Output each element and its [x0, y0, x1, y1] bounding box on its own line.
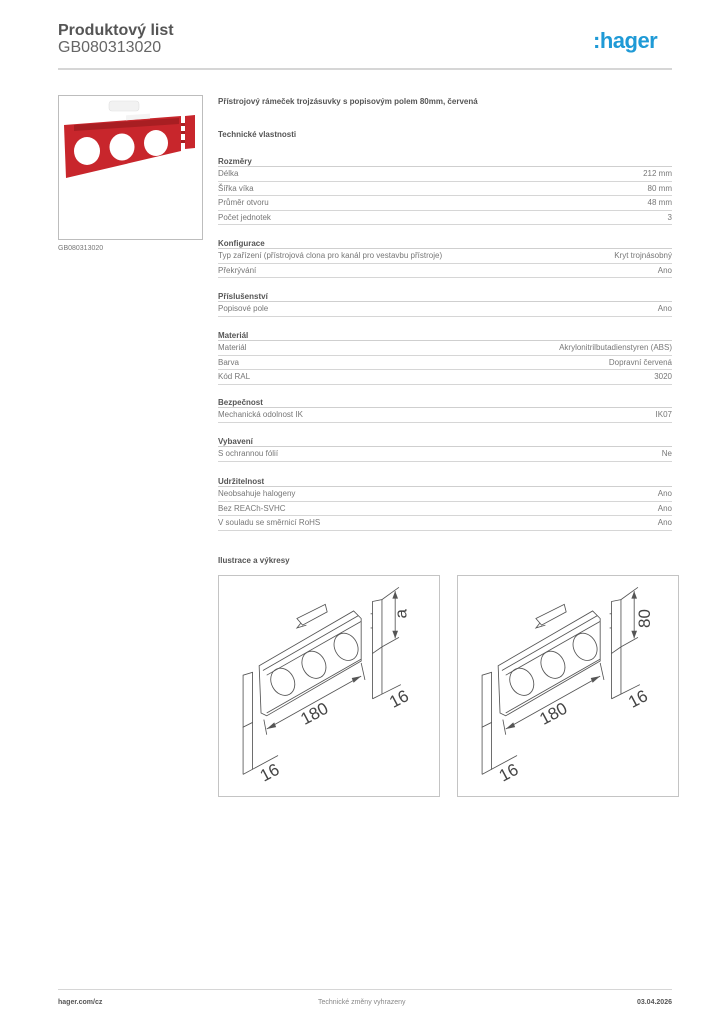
- technical-properties-heading: Technické vlastnosti: [218, 130, 297, 139]
- spec-row: [218, 249, 672, 264]
- spec-label: Materiál: [218, 343, 247, 352]
- spec-row: [218, 447, 672, 462]
- spec-row: [218, 182, 672, 197]
- spec-value: Ano: [657, 489, 672, 498]
- svg-text:16: 16: [495, 759, 522, 786]
- product-image-icon: [59, 96, 204, 241]
- svg-text:180: 180: [536, 698, 571, 729]
- footer-divider: [58, 989, 672, 990]
- spec-label: Překrývání: [218, 265, 257, 275]
- header-divider: [58, 68, 672, 70]
- svg-text:a: a: [391, 609, 411, 619]
- spec-row: [218, 408, 672, 423]
- spec-value: Ano: [657, 265, 672, 275]
- svg-text:16: 16: [625, 686, 651, 712]
- spec-value: Ano: [657, 503, 672, 513]
- product-code: GB080313020: [58, 39, 162, 56]
- thumbnail-caption: GB080313020: [58, 245, 104, 252]
- illustrations-heading: Ilustrace a výkresy: [218, 556, 290, 565]
- footer-disclaimer: Technické změny vyhrazeny: [318, 999, 406, 1006]
- section-title: Materiál: [218, 330, 672, 341]
- spec-row: [218, 196, 672, 211]
- spec-row: [218, 211, 672, 226]
- section-title: Udržitelnost: [218, 476, 672, 487]
- spec-value: Kryt trojnásobný: [614, 251, 672, 260]
- spec-row: [218, 487, 672, 502]
- spec-row: [218, 356, 672, 371]
- spec-value: 80 mm: [647, 183, 672, 193]
- spec-value: Akrylonitrilbutadienstyren (ABS): [559, 343, 672, 352]
- spec-label: Mechanická odolnost IK: [218, 410, 303, 419]
- product-thumbnail: [58, 95, 203, 240]
- spec-value: 3: [667, 212, 672, 222]
- spec-label: Typ zařízení (přístrojová clona pro kanál pro vestavbu přístroje): [218, 251, 443, 260]
- product-name: Přístrojový rámeček trojzásuvky s popisovým polem 80mm, červená: [218, 97, 478, 106]
- spec-label: Kód RAL: [218, 372, 251, 381]
- spec-value: 3020: [654, 372, 672, 381]
- section-title: Konfigurace: [218, 238, 672, 249]
- spec-row: [218, 502, 672, 517]
- section-sustainability: [218, 476, 672, 531]
- section-dimensions: [218, 156, 672, 225]
- svg-text:180: 180: [297, 698, 332, 729]
- section-equipment: [218, 436, 672, 462]
- spec-label: Bez REACh-SVHC: [218, 503, 286, 513]
- spec-value: IK07: [655, 410, 672, 419]
- spec-value: Ne: [661, 449, 672, 458]
- section-title: Příslušenství: [218, 291, 672, 302]
- spec-row: [218, 516, 672, 531]
- spec-label: Neobsahuje halogeny: [218, 489, 296, 498]
- spec-value: 212 mm: [643, 169, 672, 178]
- dimension-drawing-icon: [458, 576, 680, 798]
- spec-label: Šířka víka: [218, 183, 254, 193]
- spec-row: [218, 167, 672, 182]
- section-title: Bezpečnost: [218, 397, 672, 408]
- section-material: [218, 330, 672, 385]
- spec-value: Ano: [657, 304, 672, 313]
- spec-value: Ano: [657, 518, 672, 527]
- spec-row: [218, 341, 672, 356]
- section-safety: [218, 397, 672, 423]
- spec-label: Počet jednotek: [218, 212, 271, 222]
- hager-logo: :hager: [593, 28, 658, 53]
- section-title: Rozměry: [218, 156, 672, 167]
- spec-row: [218, 264, 672, 279]
- dimension-drawing-icon: [219, 576, 441, 798]
- technical-drawing-2: [457, 575, 679, 797]
- footer-website-link[interactable]: hager.com/cz: [58, 999, 103, 1006]
- footer-date: 03.04.2026: [636, 999, 672, 1006]
- svg-text:80: 80: [635, 609, 655, 628]
- spec-label: Průměr otvoru: [218, 198, 269, 207]
- section-title: Vybavení: [218, 436, 672, 447]
- svg-text:16: 16: [256, 759, 283, 786]
- document-title: Produktový list: [58, 22, 174, 39]
- spec-value: 48 mm: [647, 198, 672, 207]
- spec-label: Popisové pole: [218, 304, 269, 313]
- technical-drawing-1: [218, 575, 440, 797]
- spec-label: Barva: [218, 357, 239, 367]
- spec-label: Délka: [218, 169, 239, 178]
- svg-text:16: 16: [386, 686, 412, 712]
- spec-value: Dopravní červená: [608, 357, 672, 367]
- spec-row: [218, 370, 672, 385]
- spec-label: S ochrannou fólií: [218, 449, 279, 458]
- spec-label: V souladu se směrnicí RoHS: [218, 518, 321, 527]
- section-accessories: [218, 291, 672, 317]
- section-configuration: [218, 238, 672, 278]
- spec-row: [218, 302, 672, 317]
